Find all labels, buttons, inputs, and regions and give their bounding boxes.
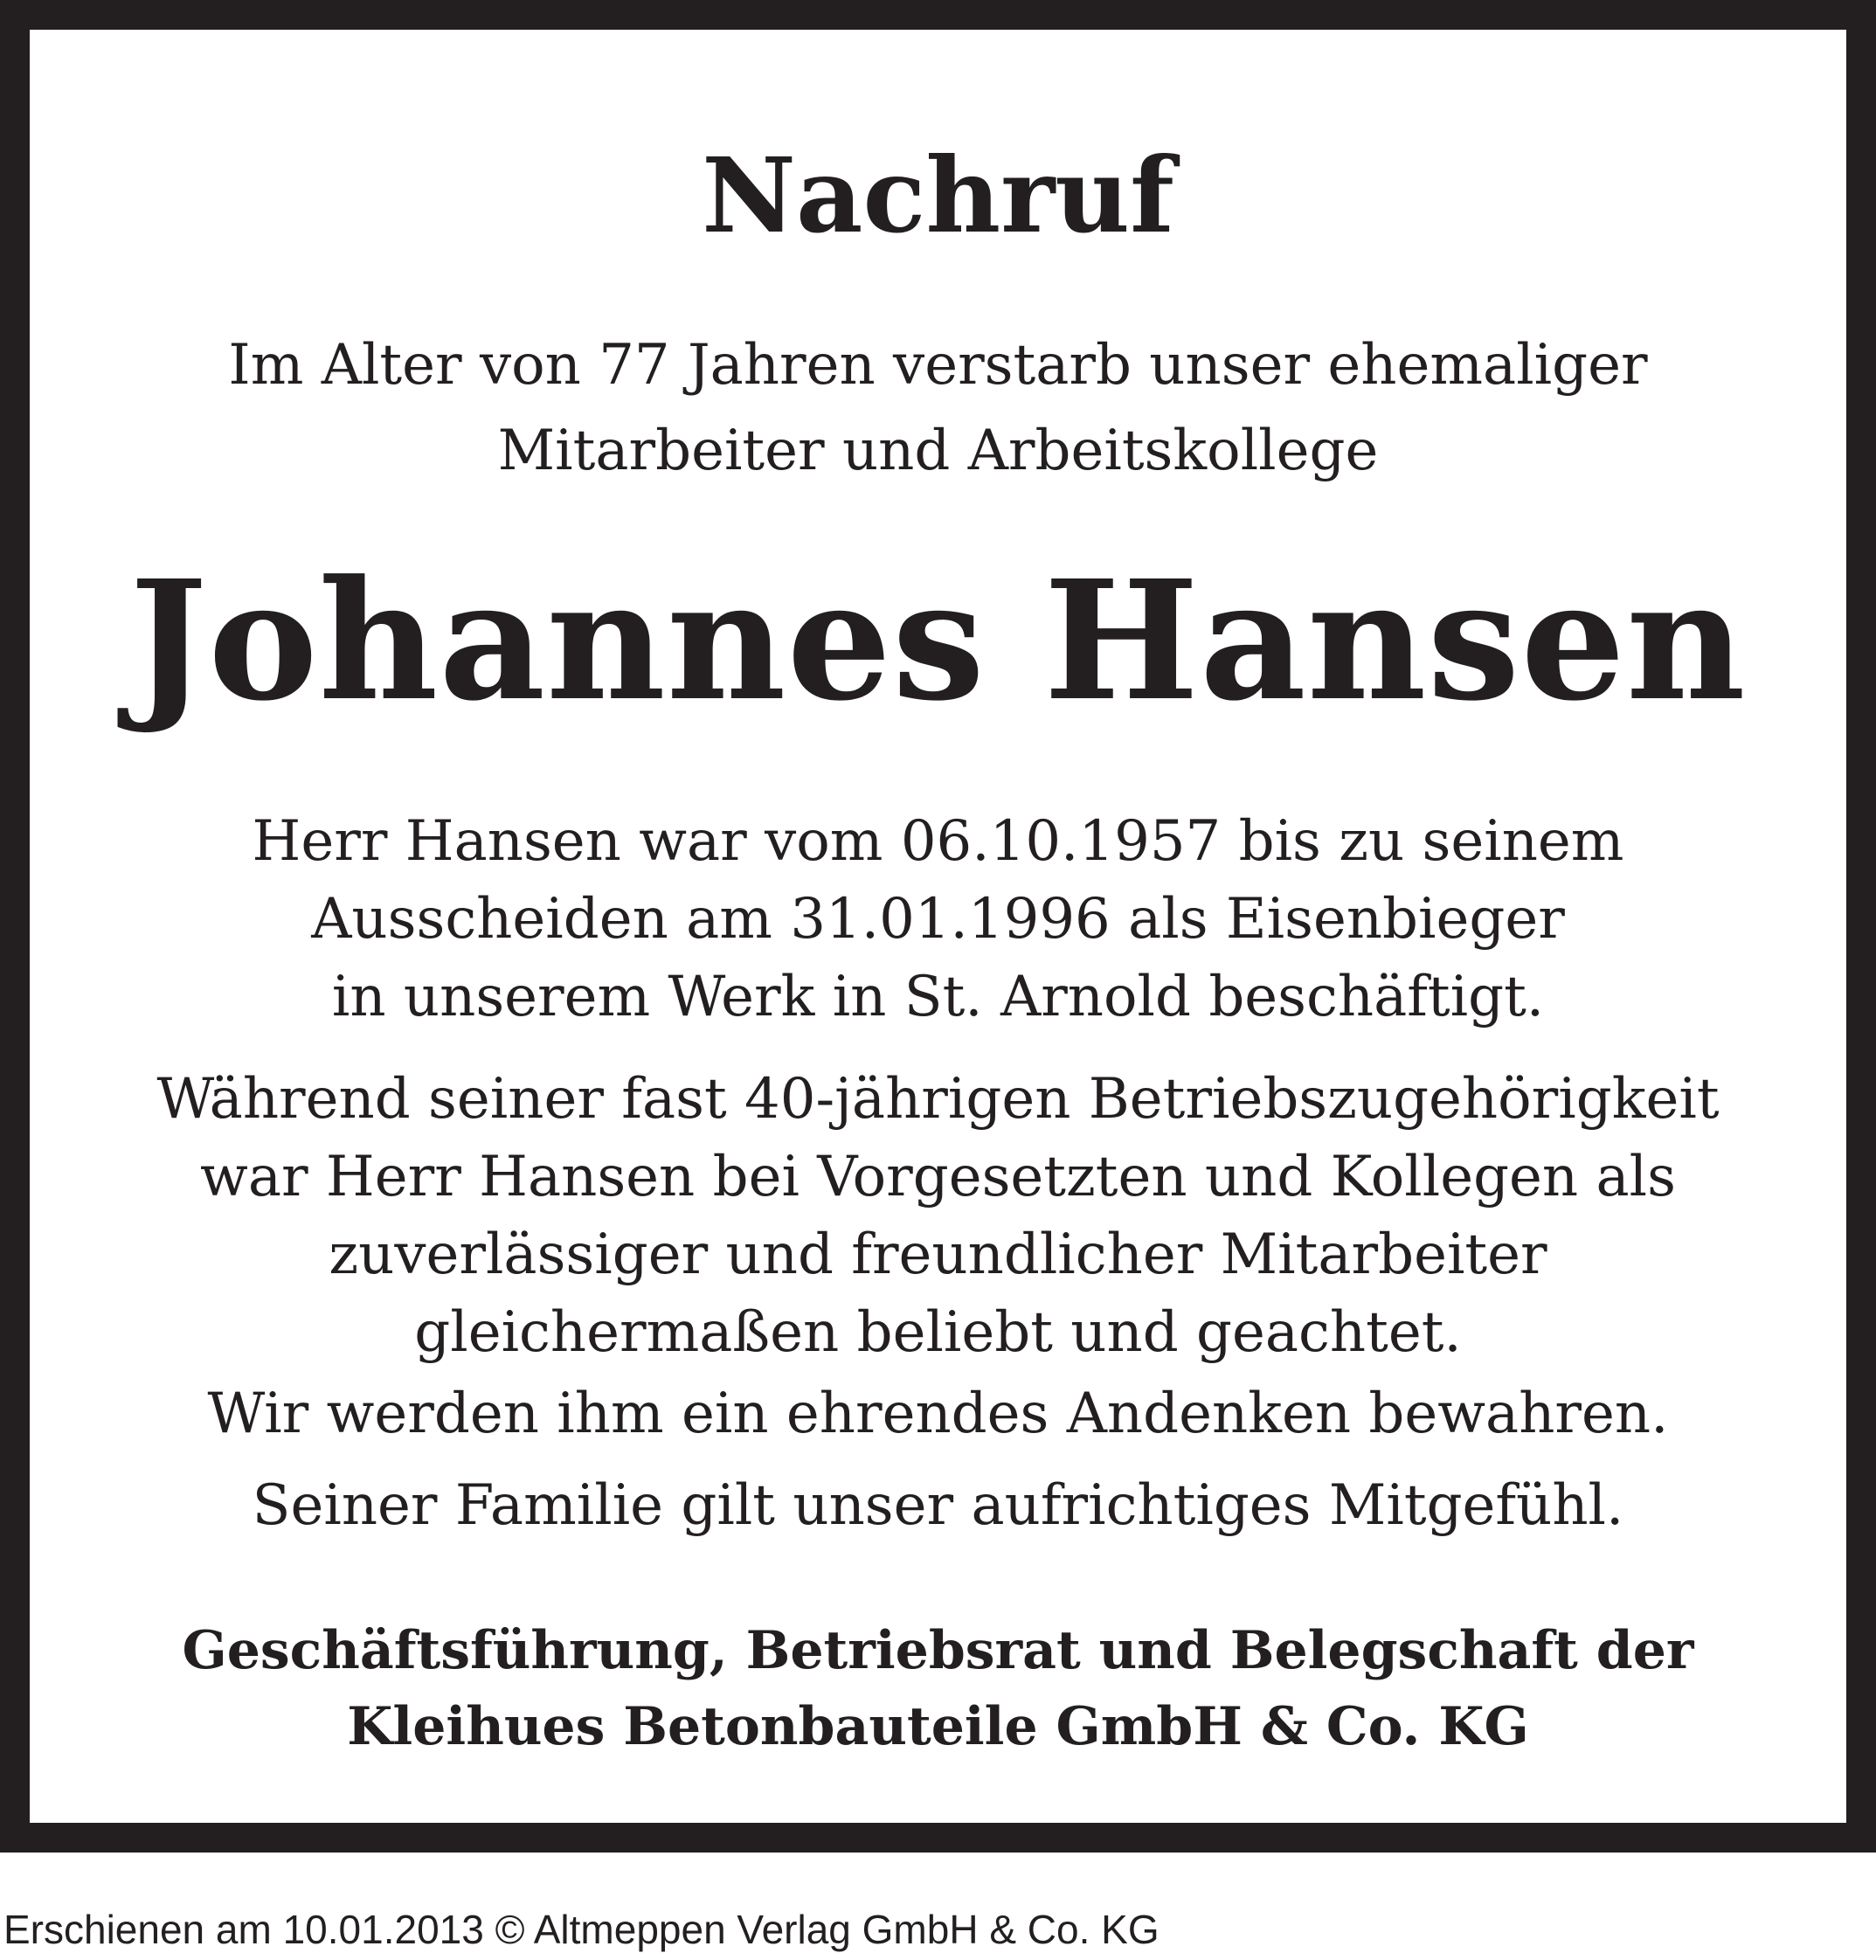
intro-text	[59, 322, 1817, 494]
paragraph-employment	[59, 803, 1817, 1036]
paragraph-remembrance	[59, 1375, 1817, 1453]
deceased-name-text: Johannes Hansen	[129, 544, 1747, 738]
paragraph-line: gleichermaßen beliebt und geachtet.	[414, 1300, 1462, 1365]
paragraph-line: Wir werden ihm ein ehrendes Andenken bewahren.	[207, 1382, 1669, 1446]
intro-line: Mitarbeiter und Arbeitskollege	[497, 419, 1379, 483]
paragraph-line: Herr Hansen war vom 06.10.1957 bis zu seinem	[252, 809, 1624, 874]
signature-line: Geschäftsführung, Betriebsrat und Belegschaft der	[182, 1620, 1694, 1681]
paragraph-line: zuverlässiger und freundlicher Mitarbeiter	[329, 1222, 1547, 1287]
paragraph-line: Seiner Familie gilt unser aufrichtiges Mitgefühl.	[252, 1473, 1624, 1538]
signature-line: Kleihues Betonbauteile GmbH & Co. KG	[347, 1696, 1529, 1757]
paragraph-line: Ausscheiden am 31.01.1996 als Eisenbieger	[311, 887, 1565, 952]
signature-block	[59, 1613, 1817, 1765]
intro-line: Im Alter von 77 Jahren verstarb unser ehemaliger	[228, 333, 1648, 398]
footer-text: Erschienen am 10.01.2013 © Altmeppen Verlag GmbH & Co. KG	[3, 1907, 1160, 1952]
paragraph-line: Während seiner fast 40-jährigen Betriebszugehörigkeit	[156, 1067, 1720, 1132]
paragraph-condolence	[59, 1467, 1817, 1545]
paragraph-tribute	[59, 1061, 1817, 1372]
deceased-name	[59, 537, 1817, 746]
paragraph-line: in unserem Werk in St. Arnold beschäftigt.	[331, 965, 1545, 1029]
heading-text: Nachruf	[702, 135, 1174, 256]
paragraph-line: war Herr Hansen bei Vorgesetzten und Kollegen als	[200, 1145, 1676, 1209]
publication-footer	[3, 1905, 1160, 1954]
notice-heading	[59, 135, 1817, 257]
